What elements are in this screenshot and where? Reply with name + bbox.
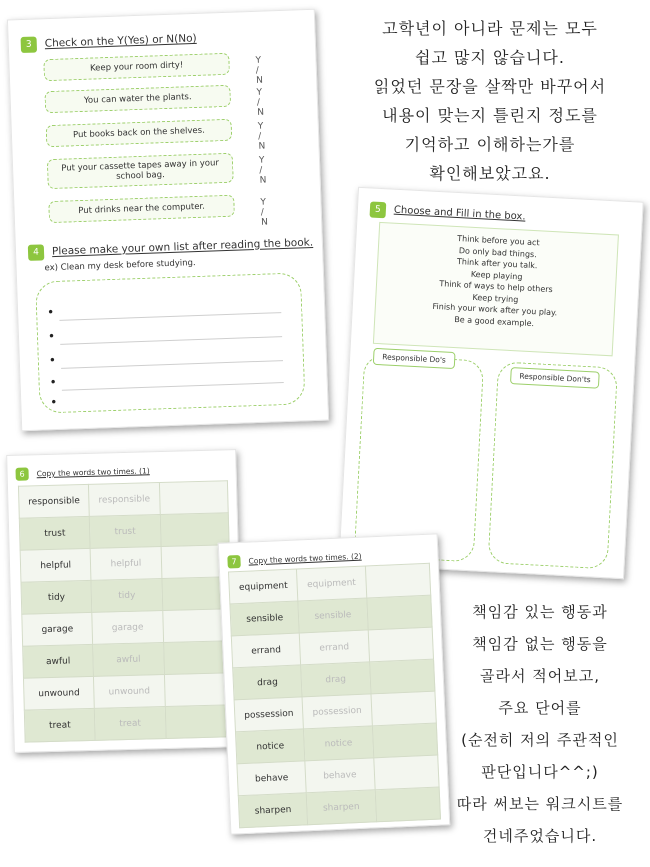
caption-line: 주요 단어를 (498, 699, 582, 717)
table-row (24, 705, 234, 742)
word-table (18, 480, 235, 742)
bullet: • (49, 374, 57, 390)
caption-line: 골라서 적어보고, (480, 667, 600, 685)
yn-statement: Keep your room dirty! (43, 53, 230, 81)
phrase: Keep trying (472, 292, 519, 304)
caption-line: 고학년이 아니라 문제는 모두 (382, 19, 598, 38)
bullet: • (46, 305, 55, 320)
word-cell: possession (234, 697, 304, 732)
trace-cell[interactable]: responsible (89, 483, 160, 517)
trace-cell[interactable]: garage (92, 611, 163, 645)
blank-cell[interactable] (369, 659, 435, 694)
blank-cell[interactable] (372, 723, 438, 758)
bullet: • (47, 329, 56, 344)
yn-statement: Put drinks near the computer. (48, 195, 235, 223)
section-number-badge: 6 (15, 467, 28, 480)
blank-cell[interactable] (165, 705, 234, 739)
yn-choice[interactable]: Y / N (258, 155, 267, 186)
section-heading: Choose and Fill in the box. (393, 204, 526, 223)
section-3-title (20, 28, 196, 53)
blank-cell[interactable] (365, 563, 431, 598)
yn-item (46, 121, 266, 152)
worksheet-copy-words-2 (218, 533, 451, 834)
caption-line: 쉽고 많지 않습니다. (415, 48, 565, 67)
yn-statement: Put your cassette tapes away in your school bag. (47, 153, 234, 189)
phrase: Think of ways to help others (439, 279, 553, 295)
caption-line: 확인해보았고요. (429, 164, 551, 183)
write-line[interactable] (59, 312, 281, 321)
section-5-title (369, 198, 526, 225)
blank-cell[interactable] (368, 627, 434, 662)
caption-top (340, 14, 640, 188)
responsible-donts-label: Responsible Don'ts (510, 367, 600, 389)
word-cell: equipment (229, 569, 299, 604)
caption-line: 내용이 맞는지 틀린지 정도를 (382, 106, 598, 125)
write-line[interactable] (62, 382, 284, 391)
worksheet-yes-no (7, 9, 329, 431)
yn-choice[interactable]: Y / N (260, 197, 269, 228)
trace-cell[interactable]: possession (302, 694, 372, 729)
word-cell: errand (231, 633, 301, 668)
section-6-title (15, 460, 150, 483)
word-cell: drag (233, 665, 303, 700)
section-heading: Copy the words two times. (1) (36, 466, 150, 479)
word-cell: sharpen (238, 793, 308, 828)
phrase: Think before you act (457, 234, 540, 248)
section-heading: Copy the words two times. (2) (248, 551, 362, 566)
section-number-badge: 3 (21, 36, 38, 53)
trace-cell[interactable]: trust (90, 515, 161, 549)
section-heading: Check on the Y(Yes) or N(No) (44, 32, 197, 50)
bullet: • (50, 394, 58, 410)
trace-cell[interactable]: equipment (297, 566, 367, 601)
responsible-dos-label: Responsible Do's (373, 348, 455, 369)
phrase: Keep playing (470, 269, 523, 281)
phrase: Finish your work after you play. (432, 301, 558, 318)
write-line[interactable] (61, 360, 283, 369)
blank-cell[interactable] (370, 691, 436, 726)
yn-item (44, 87, 265, 118)
word-cell: awful (23, 644, 94, 678)
caption-line: 판단입니다^^;) (481, 763, 599, 781)
phrase: Do only bad things. (458, 245, 538, 259)
trace-cell[interactable]: helpful (90, 547, 161, 581)
word-cell: unwound (23, 676, 94, 710)
word-cell: tidy (21, 580, 92, 614)
example-text: ex) Clean my desk before studying. (44, 258, 196, 274)
blank-cell[interactable] (160, 513, 229, 547)
section-4-title (28, 232, 314, 261)
write-line[interactable] (60, 336, 282, 345)
own-list-box (35, 272, 305, 413)
worksheet-copy-words-1 (6, 449, 244, 753)
yn-choice[interactable]: Y / N (257, 121, 266, 152)
section-number-badge: 5 (370, 201, 387, 218)
word-cell: garage (22, 612, 93, 646)
trace-cell[interactable]: treat (95, 706, 166, 740)
section-number-badge: 4 (28, 244, 45, 261)
trace-cell[interactable]: behave (305, 758, 375, 793)
phrase: Think after you talk. (456, 257, 538, 271)
word-cell: notice (235, 729, 305, 764)
blank-cell[interactable] (159, 481, 228, 515)
phrase: Be a good example. (454, 314, 535, 328)
trace-cell[interactable]: drag (301, 662, 371, 697)
caption-line: 책임감 있는 행동과 (472, 603, 608, 621)
word-table (228, 563, 441, 829)
caption-line: 건네주었습니다. (482, 827, 598, 845)
trace-cell[interactable]: errand (300, 630, 370, 665)
word-cell: behave (237, 761, 307, 796)
word-cell: helpful (20, 548, 91, 582)
bullet: • (48, 353, 57, 368)
yn-statement: You can water the plants. (44, 85, 231, 113)
trace-cell[interactable]: unwound (94, 675, 165, 709)
trace-cell[interactable]: notice (304, 726, 374, 761)
yn-choice[interactable]: Y / N (256, 87, 265, 118)
yn-item (48, 197, 269, 228)
trace-cell[interactable]: awful (93, 643, 164, 677)
word-cell: responsible (18, 484, 89, 518)
caption-line: (순전히 저의 주관적인 (461, 731, 619, 749)
yn-choice[interactable]: Y / N (255, 55, 264, 86)
worksheet-choose-fill (338, 187, 643, 579)
caption-bottom (430, 596, 650, 852)
section-number-badge: 7 (227, 555, 241, 569)
section-heading: Please make your own list after reading the book. (51, 236, 314, 258)
blank-cell[interactable] (366, 595, 432, 630)
yn-item (43, 55, 264, 86)
phrase-box (373, 222, 619, 356)
yn-item (47, 155, 267, 186)
word-cell: sensible (230, 601, 300, 636)
trace-cell[interactable]: tidy (91, 579, 162, 613)
caption-line: 책임감 없는 행동을 (472, 635, 608, 653)
caption-line: 기억하고 이해하는가를 (404, 135, 576, 154)
trace-cell[interactable]: sharpen (306, 790, 376, 825)
caption-line: 읽었던 문장을 살짝만 바꾸어서 (373, 77, 607, 96)
responsible-donts-box[interactable] (488, 361, 618, 569)
trace-cell[interactable]: sensible (298, 598, 368, 633)
yn-statement: Put books back on the shelves. (46, 119, 233, 147)
caption-line: 따라 써보는 워크시트를 (456, 795, 624, 813)
responsible-dos-box[interactable] (354, 354, 484, 562)
word-cell: trust (19, 516, 90, 550)
word-cell: treat (24, 708, 95, 742)
